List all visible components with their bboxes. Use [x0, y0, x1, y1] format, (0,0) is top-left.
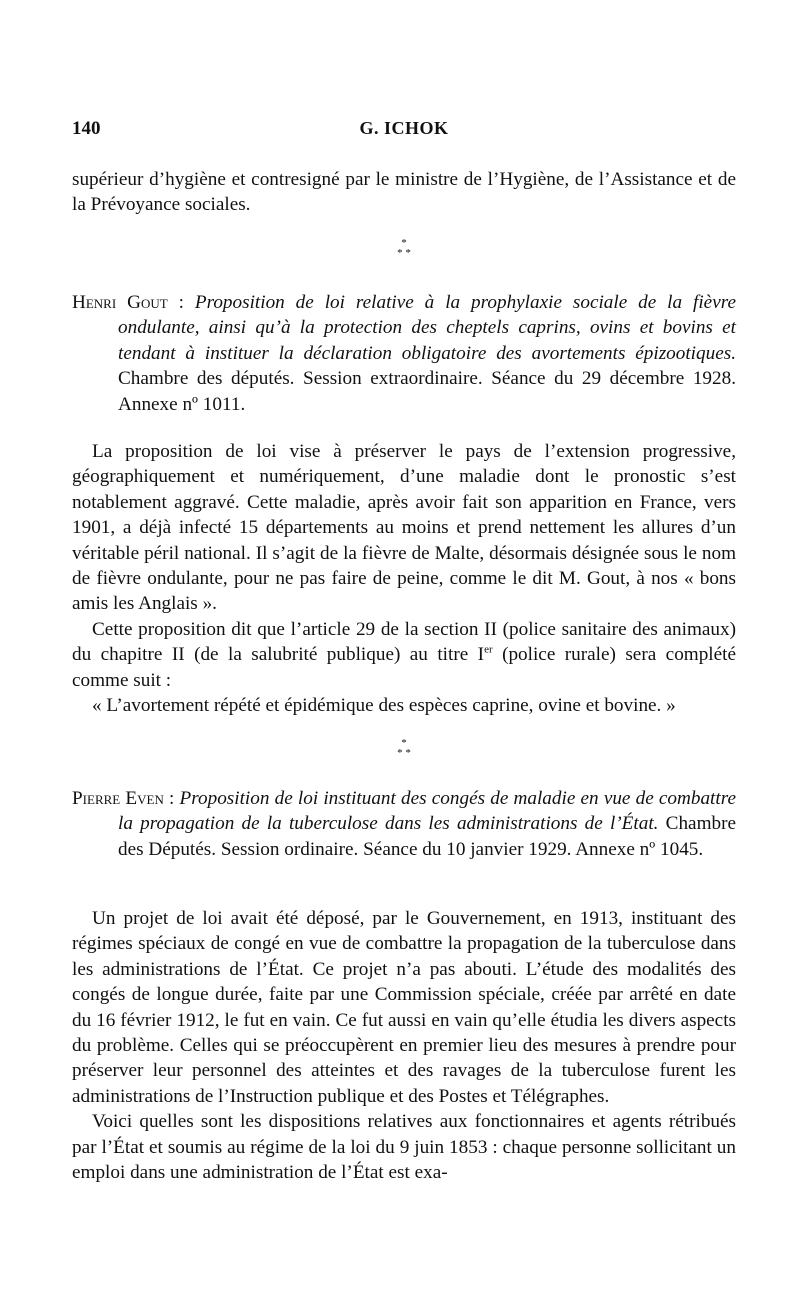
bibliography-entry-even [72, 786, 736, 862]
superscript: er [484, 643, 493, 656]
paragraph: Un projet de loi avait été déposé, par le Gouvernement, en 1913, instituant des régimes spéciaux de congé en vue de combattre la propagation de la tuberculose dans les administrations de l’État. Ce projet n’a pas abouti. L’étude des modalités des congés de longue durée, faite par une Commission spéciale, créée par arrêté en date du 16 février 1912, le fut en vain. Ce fut aussi en vain qu’elle étudia les divers aspects du problème. Celles qui se préoccupèrent en premier lieu des mesures à prendre pour préserver leur personnel des atteintes et des ravages de la tuberculose furent les administrations de l’Instruction publique et des Postes et Télégraphes. [72, 908, 736, 1107]
intro-fragment [72, 167, 736, 218]
section-separator [72, 238, 736, 258]
page-header [72, 118, 736, 148]
running-head: G. ICHOK [359, 118, 449, 138]
paragraph: La proposition de loi vise à préserver le pays de l’extension progressive, géographiquement et numériquement, d’une maladie dont le pronostic s’est notablement aggravé. Cette maladie, après avoir fait son apparition en France, vers 1901, a déjà infecté 15 départements au moins et prend nettement les allures d’un véritable péril national. Il s’agit de la fièvre de Malte, désormais désignée sous le nom de fièvre ondulante, pour ne pas faire de peine, comme le dit M. Gout, à nos « bons amis les Anglais ». [72, 441, 736, 615]
even-commentary [72, 906, 736, 1185]
paragraph-text: Cette proposition dit que l’article 29 de la section II (police sanitaire des animaux) du chapitre II (de la salubrité publique) au titre I [72, 618, 736, 666]
separator-star-bottom: * * [397, 747, 411, 759]
paragraph: Voici quelles sont les dispositions relatives aux fonctionnaires et agents rétribués par l’État et soumis au régime de la loi du 9 juin 1853 : chaque personne sollicitant un emploi dans une administration de l’État est exa- [72, 1111, 736, 1184]
bibliography-entry-gout [72, 290, 736, 417]
paragraph: supérieur d’hygiène et contresigné par le ministre de l’Hygiène, de l’Assistance et de la Prévoyance sociales. [72, 169, 736, 216]
separator-star-top: * [401, 237, 407, 249]
entry-author: Pierre Even [72, 788, 164, 809]
entry-citation: Chambre des députés. Session extraordinaire. Séance du 29 décembre 1928. Annexe nº 1011. [118, 368, 736, 415]
paragraph-quote: « L’avortement répété et épidémique des espèces caprine, ovine et bovine. » [92, 695, 676, 717]
gout-commentary [72, 439, 736, 718]
section-separator [72, 738, 736, 758]
page-number: 140 [72, 118, 101, 139]
separator-star-bottom: * * [397, 247, 411, 259]
paragraph-text-rest: (police rurale) sera complété comme suit : [72, 644, 736, 691]
entry-title: Proposition de loi instituant des congés de maladie en vue de combattre la propagation de la tuberculose dans les administrations de l’État. [118, 788, 736, 835]
entry-author: Henri Gout [72, 292, 168, 313]
entry-citation: Chambre des Députés. Session ordinaire. Séance du 10 janvier 1929. Annexe nº 1045. [118, 813, 736, 860]
entry-title: Proposition de loi relative à la prophylaxie sociale de la fièvre ondulante, ainsi qu’à la protection des cheptels caprins, ovins et bovins et tendant à instituer la déclaration obligatoire des avortements épizootiques. [118, 292, 736, 364]
entry-colon: : [167, 292, 195, 313]
paragraph [72, 617, 736, 693]
separator-star-top: * [401, 737, 407, 749]
entry-colon: : [163, 788, 180, 809]
